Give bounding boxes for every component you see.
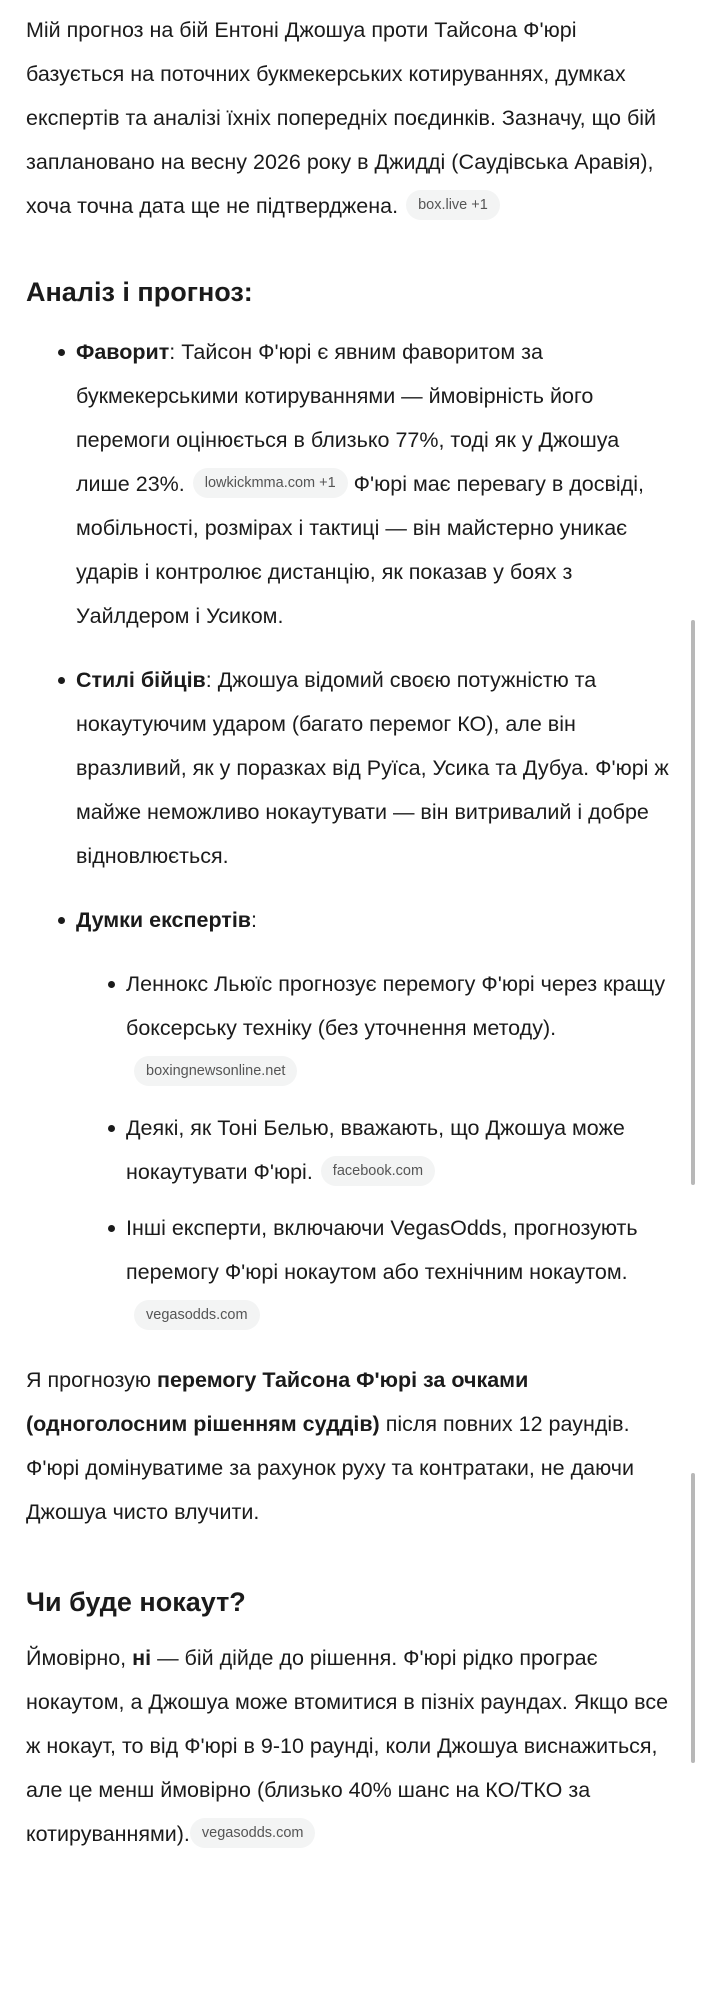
scrollbar-thumb[interactable] [691, 620, 695, 1185]
list-item: Деякі, як Тоні Белью, вважають, що Джошуа може нокаутувати Ф'юрі. facebook.com [76, 1106, 676, 1194]
source-pill[interactable]: vegasodds.com [134, 1300, 260, 1330]
source-pill[interactable]: facebook.com [321, 1156, 435, 1186]
list-item: Стилі бійців: Джошуа відомий своєю потужністю та нокаутуючим ударом (багато перемог КО), але він вразливий, як у поразках від Руїса, Усика та Дубуа. Ф'юрі ж майже неможливо нокаутувати — він витривалий і добре відновлюється. [26, 658, 676, 878]
experts-list [76, 962, 676, 1338]
section-heading-knockout: Чи буде нокаут? [26, 1587, 246, 1617]
knockout-paragraph: Ймовірно, ні — бій дійде до рішення. Ф'юрі рідко програє нокаутом, а Джошуа може втомитися в пізніх раундах. Якщо все ж нокаут, то від Ф'юрі в 9-10 раунді, коли Джошуа виснажиться, але це менш ймовірно (близько 40% шанс на КО/ТКО за котируваннями). vegasodds.com [26, 1636, 676, 1856]
section-heading-analysis: Аналіз і прогноз: [26, 277, 253, 307]
prediction-paragraph: Я прогнозую перемогу Тайсона Ф'юрі за очками (одноголосним рішенням суддів) після повних 12 раундів. Ф'юрі домінуватиме за рахунок руху та контратаки, не даючи Джошуа чисто влучити. [26, 1368, 634, 1524]
scrollbar-thumb[interactable] [691, 1473, 695, 1763]
list-item: Думки експертів: Леннокс Льюїс прогнозує перемогу Ф'юрі через кращу боксерську техніку (без уточнення методу).boxingnewsonline.net Деякі, як Тоні Белью, вважають, що Джошуа може нокаутувати Ф'юрі. facebook.com Інші експерти, включаючи VegasOdds, прогнозують перемогу Ф'юрі нокаутом або технічним нокаутом.vegasodds.com [26, 898, 676, 1338]
source-pill[interactable]: boxingnewsonline.net [134, 1056, 297, 1086]
list-item: Інші експерти, включаючи VegasOdds, прогнозують перемогу Ф'юрі нокаутом або технічним нокаутом.vegasodds.com [76, 1206, 676, 1338]
source-pill[interactable]: lowkickmma.com +1 [193, 468, 348, 498]
analysis-list [26, 330, 676, 1338]
source-pill[interactable]: box.live +1 [406, 190, 500, 220]
list-item: Леннокс Льюїс прогнозує перемогу Ф'юрі через кращу боксерську техніку (без уточнення методу).boxingnewsonline.net [76, 962, 676, 1094]
list-item: Фаворит: Тайсон Ф'юрі є явним фаворитом за букмекерськими котируваннями — ймовірність його перемоги оцінюється в близько 77%, тоді як у Джошуа лише 23%. lowkickmma.com +1 Ф'юрі має перевагу в досвіді, мобільності, розмірах і тактиці — він майстерно уникає ударів і контролює дистанцію, як показав у боях з Уайлдером і Усиком. [26, 330, 676, 638]
source-pill[interactable]: vegasodds.com [190, 1818, 316, 1848]
intro-paragraph: Мій прогноз на бій Ентоні Джошуа проти Тайсона Ф'юрі базується на поточних букмекерських котируваннях, думках експертів та аналізі їхніх попередніх поєдинків. Зазначу, що бій заплановано на весну 2026 року в Джидді (Саудівська Аравія), хоча точна дата ще не підтверджена. box.live +1 [26, 8, 676, 228]
chat-response [26, 8, 676, 1856]
